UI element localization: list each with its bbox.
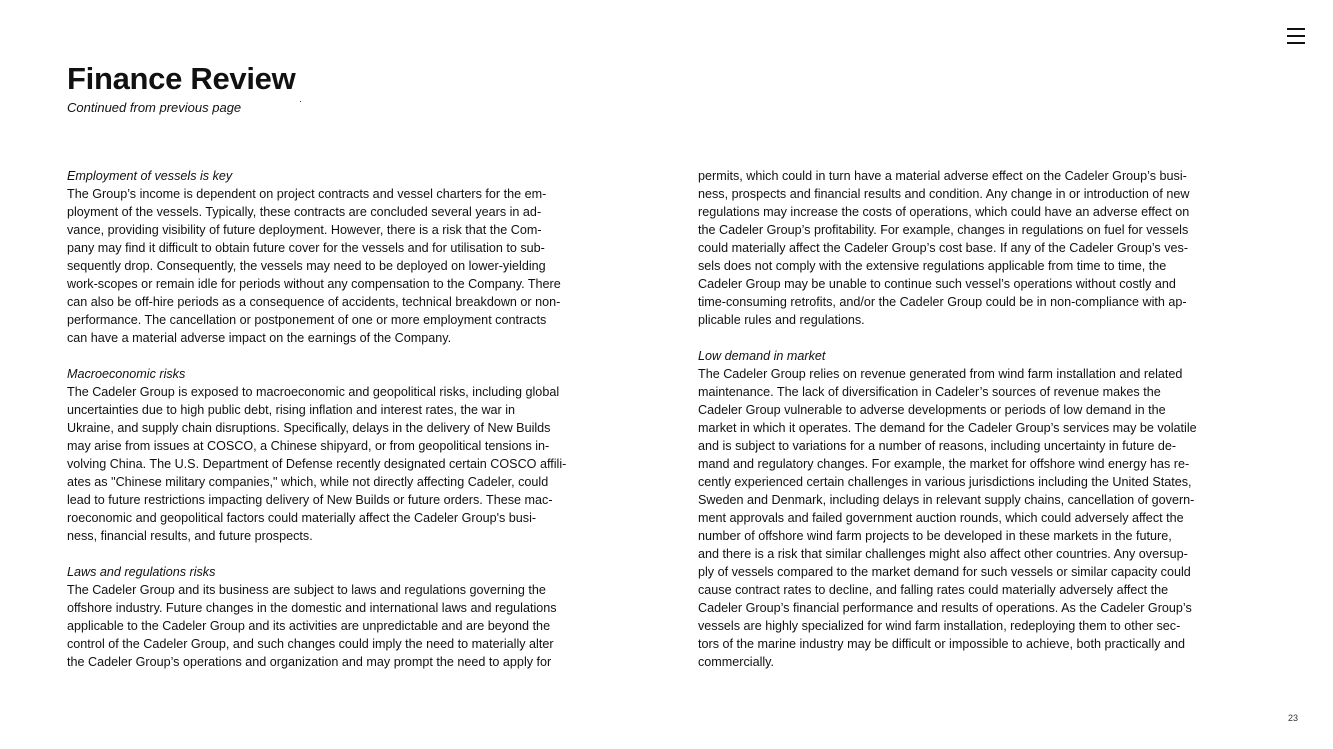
section-heading: Employment of vessels is key [67, 169, 233, 183]
body-text-line: vance, providing visibility of future deployment. However, there is a risk that the Com- [67, 223, 542, 237]
body-text-line: can also be off-hire periods as a consequence of accidents, technical breakdown or non- [67, 295, 561, 309]
body-text-line: ply of vessels compared to the market demand for such vessels or similar capacity could [698, 565, 1191, 579]
body-text-line: pany may find it difficult to obtain future cover for the vessels and for utilisation to sub- [67, 241, 545, 255]
hamburger-menu-icon[interactable] [1287, 28, 1305, 44]
body-text-line: vessels are highly specialized for wind farm installation, redeploying them to other sec- [698, 619, 1181, 633]
section-heading: Macroeconomic risks [67, 367, 186, 381]
body-text-line: ness, prospects and financial results and condition. Any change in or introduction of new [698, 187, 1190, 201]
body-text-line: The Group’s income is dependent on project contracts and vessel charters for the em- [67, 187, 547, 201]
page-subtitle: Continued from previous page [67, 100, 242, 115]
body-text-line: Cadeler Group vulnerable to adverse developments or periods of low demand in the [698, 403, 1166, 417]
section-spacer [67, 545, 639, 563]
body-text-line: time-consuming retrofits, and/or the Cadeler Group could be in non-compliance with ap- [698, 295, 1187, 309]
body-text-line: cently experienced certain challenges in various jurisdictions including the United States, [698, 475, 1192, 489]
body-text-line: performance. The cancellation or postponement of one or more employment contracts [67, 313, 547, 327]
body-text-line: permits, which could in turn have a material adverse effect on the Cadeler Group’s busi- [698, 169, 1187, 183]
body-text-line: number of offshore wind farm projects to be developed in these markets in the future, [698, 529, 1172, 543]
page-number: 23 [1288, 713, 1299, 723]
body-text-line: the Cadeler Group’s operations and organization and may prompt the need to apply for [67, 655, 552, 669]
body-text-line: could materially affect the Cadeler Group’s cost base. If any of the Cadeler Group’s ves- [698, 241, 1189, 255]
body-text-line: the Cadeler Group’s profitability. For example, changes in regulations on fuel for vessels [698, 223, 1189, 237]
body-text-line: work-scopes or remain idle for periods without any compensation to the Company. There [67, 277, 561, 291]
body-text-line: regulations may increase the costs of operations, which could have an adverse effect on [698, 205, 1190, 219]
right-column [698, 167, 1270, 671]
page-title: Finance Review [67, 61, 296, 96]
body-text-line: maintenance. The lack of diversification in Cadeler’s sources of revenue makes the [698, 385, 1161, 399]
body-text-line: ment approvals and failed government auction rounds, which could adversely affect the [698, 511, 1184, 525]
body-text-line: roeconomic and geopolitical factors could materially affect the Cadeler Group's busi- [67, 511, 537, 525]
body-text-line: uncertainties due to high public debt, rising inflation and interest rates, the war in [67, 403, 516, 417]
body-text-line: The Cadeler Group and its business are subject to laws and regulations governing the [67, 583, 546, 597]
body-text-line: control of the Cadeler Group, and such changes could imply the need to materially alter [67, 637, 554, 651]
body-text-line: Sweden and Denmark, including delays in relevant supply chains, cancellation of govern- [698, 493, 1195, 507]
body-text-line: ployment of the vessels. Typically, these contracts are concluded several years in ad- [67, 205, 542, 219]
section-heading: Laws and regulations risks [67, 565, 216, 579]
left-column [67, 167, 639, 671]
body-text-line: can have a material adverse impact on the earnings of the Company. [67, 331, 452, 345]
body-text-line: The Cadeler Group is exposed to macroeconomic and geopolitical risks, including global [67, 385, 560, 399]
body-text-line: volving China. The U.S. Department of Defense recently designated certain COSCO affili- [67, 457, 567, 471]
section-spacer [67, 347, 639, 365]
body-text-line: and there is a risk that similar challenges might also affect other countries. Any oversup- [698, 547, 1188, 561]
body-text-line: ates as "Chinese military companies," which, while not directly affecting Cadeler, could [67, 475, 549, 489]
body-text-line: and is subject to variations for a number of reasons, including uncertainty in future de- [698, 439, 1177, 453]
body-text-line: may arise from issues at COSCO, a Chinese shipyard, or from geopolitical tensions in- [67, 439, 550, 453]
body-text-line: commercially. [698, 655, 775, 669]
menu-line [1287, 42, 1305, 44]
body-text-line: plicable rules and regulations. [698, 313, 865, 327]
body-text-line: Cadeler Group’s financial performance and results of operations. As the Cadeler Group’s [698, 601, 1192, 615]
body-text-line: Ukraine, and supply chain disruptions. Specifically, delays in the delivery of New Builds [67, 421, 551, 435]
body-text-line: market in which it operates. The demand for the Cadeler Group’s services may be volatile [698, 421, 1197, 435]
body-text-line: sels does not comply with the extensive regulations applicable from time to time, the [698, 259, 1167, 273]
body-text-line: cause contract rates to decline, and falling rates could materially adversely affect the [698, 583, 1169, 597]
body-text-line: mand and regulatory changes. For example, the market for offshore wind energy has re- [698, 457, 1190, 471]
body-text-line: applicable to the Cadeler Group and its activities are unpredictable and are beyond the [67, 619, 551, 633]
menu-line [1287, 28, 1305, 30]
body-text-line: tors of the marine industry may be difficult or impossible to achieve, both practically and [698, 637, 1185, 651]
decorative-dot [300, 101, 301, 102]
body-text-line: The Cadeler Group relies on revenue generated from wind farm installation and related [698, 367, 1183, 381]
menu-line [1287, 35, 1305, 37]
body-text-line: ness, financial results, and future prospects. [67, 529, 313, 543]
body-text-line: lead to future restrictions impacting delivery of New Builds or future orders. These mac- [67, 493, 553, 507]
body-text-line: sequently drop. Consequently, the vessels may need to be deployed on lower-yielding [67, 259, 546, 273]
body-text-line: offshore industry. Future changes in the domestic and international laws and regulations [67, 601, 557, 615]
section-spacer [698, 329, 1270, 347]
body-text-line: Cadeler Group may be unable to continue such vessel’s operations without costly and [698, 277, 1176, 291]
section-heading: Low demand in market [698, 349, 826, 363]
